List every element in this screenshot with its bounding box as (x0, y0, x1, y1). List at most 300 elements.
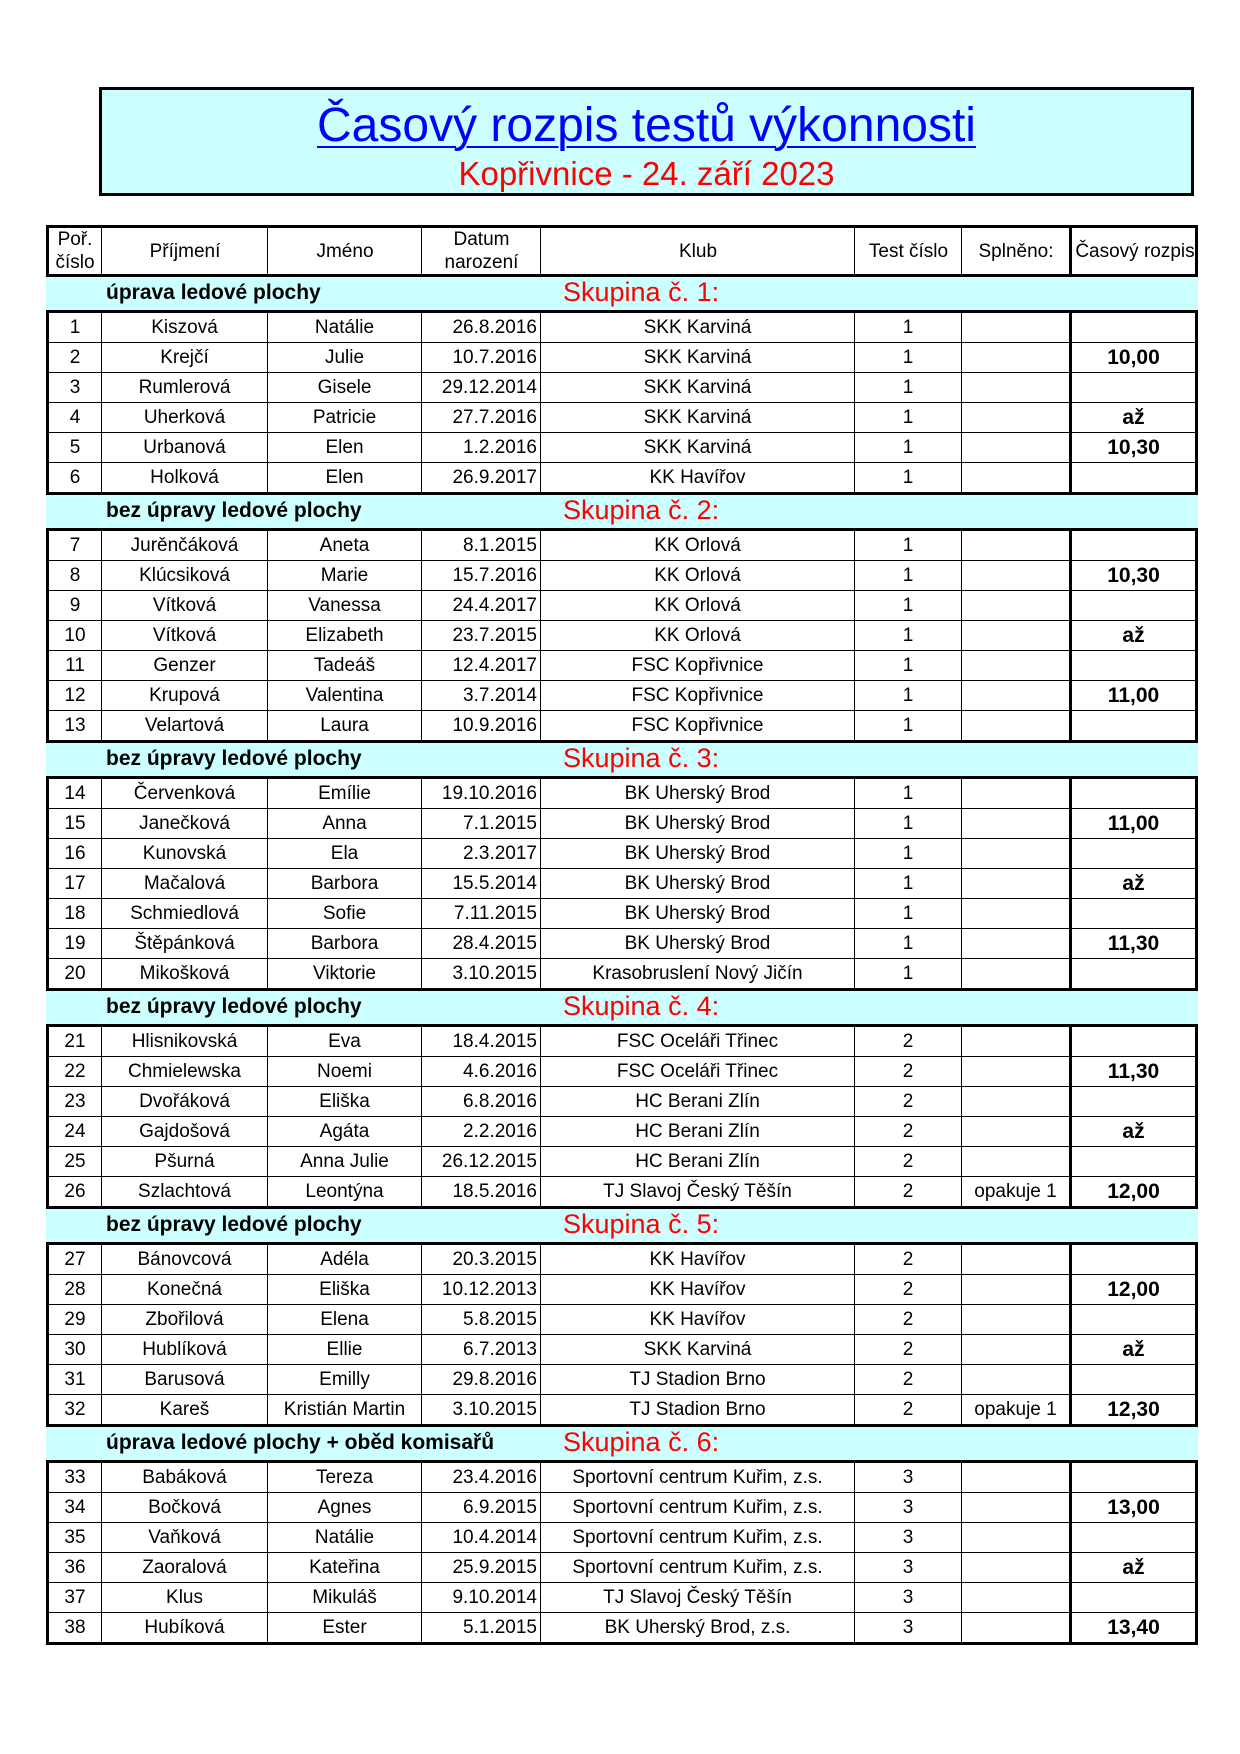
time-cell (1069, 779, 1195, 808)
dob-cell: 27.7.2016 (421, 403, 540, 432)
no-cell: 22 (64, 1060, 86, 1082)
page-title: Časový rozpis testů výkonnosti (317, 99, 976, 152)
time-cell (1069, 651, 1195, 680)
done-cell (961, 711, 1069, 740)
time-cell (1069, 373, 1195, 402)
club-cell: BK Uherský Brod (540, 839, 854, 868)
club-cell: HC Berani Zlín (540, 1087, 854, 1116)
group-title: úprava ledové plochy (106, 281, 321, 304)
done-cell (961, 1027, 1069, 1056)
club-cell: FSC Oceláři Třinec (540, 1057, 854, 1086)
dob-cell: 15.5.2014 (421, 869, 540, 898)
name-cell: Kateřina (267, 1553, 421, 1582)
test-cell: 1 (854, 591, 961, 620)
time-cell: až (1069, 403, 1195, 432)
group-header (46, 743, 1198, 776)
surname-cell: Pšurná (101, 1147, 267, 1176)
name-cell: Elen (267, 463, 421, 492)
done-cell (961, 1553, 1069, 1582)
dob-cell: 1.2.2016 (421, 433, 540, 462)
done-cell (961, 1335, 1069, 1364)
group-label: Skupina č. 6: (563, 1427, 720, 1457)
table-row (49, 313, 1195, 342)
surname-cell: Krupová (101, 681, 267, 710)
time-cell (1069, 899, 1195, 928)
surname-cell: Barusová (101, 1365, 267, 1394)
group-table (46, 1242, 1198, 1427)
group-title: bez úpravy ledové plochy (106, 499, 362, 522)
dob-cell: 6.8.2016 (421, 1087, 540, 1116)
test-cell: 1 (854, 929, 961, 958)
done-cell (961, 313, 1069, 342)
club-cell: SKK Karviná (540, 313, 854, 342)
no-cell: 33 (64, 1466, 86, 1488)
time-cell (1069, 591, 1195, 620)
no-cell: 24 (64, 1120, 86, 1142)
no-cell: 32 (64, 1398, 86, 1420)
surname-cell: Vítková (101, 621, 267, 650)
time-cell: až (1069, 1117, 1195, 1146)
test-cell: 1 (854, 433, 961, 462)
header-dob: Datum narození (421, 228, 541, 274)
test-cell: 1 (854, 809, 961, 838)
group-label: Skupina č. 2: (563, 495, 720, 525)
test-cell: 1 (854, 621, 961, 650)
group-title: bez úpravy ledové plochy (106, 995, 362, 1018)
test-cell: 1 (854, 839, 961, 868)
no-cell: 37 (64, 1586, 86, 1608)
no-cell: 2 (69, 346, 81, 368)
dob-cell: 3.10.2015 (421, 1395, 540, 1424)
test-cell: 2 (854, 1027, 961, 1056)
test-cell: 1 (854, 899, 961, 928)
surname-cell: Zbořilová (101, 1305, 267, 1334)
test-cell: 2 (854, 1147, 961, 1176)
name-cell: Aneta (267, 531, 421, 560)
name-cell: Ester (267, 1613, 421, 1642)
club-cell: TJ Slavoj Český Těšín (540, 1583, 854, 1612)
time-cell (1069, 531, 1195, 560)
time-cell: 13,40 (1069, 1613, 1195, 1642)
done-cell (961, 433, 1069, 462)
surname-cell: Szlachtová (101, 1177, 267, 1206)
time-cell (1069, 1147, 1195, 1176)
group-table (46, 528, 1198, 743)
name-cell: Elena (267, 1305, 421, 1334)
club-cell: TJ Slavoj Český Těšín (540, 1177, 854, 1206)
test-cell: 2 (854, 1057, 961, 1086)
table-row (49, 1146, 1195, 1176)
name-cell: Tereza (267, 1463, 421, 1492)
dob-cell: 26.12.2015 (421, 1147, 540, 1176)
name-cell: Barbora (267, 869, 421, 898)
surname-cell: Kiszová (101, 313, 267, 342)
table-row (49, 590, 1195, 620)
surname-cell: Kunovská (101, 839, 267, 868)
group-label: Skupina č. 1: (563, 277, 720, 307)
name-cell: Elen (267, 433, 421, 462)
test-cell: 2 (854, 1335, 961, 1364)
done-cell (961, 779, 1069, 808)
table-row (49, 531, 1195, 560)
time-cell (1069, 1583, 1195, 1612)
name-cell: Ela (267, 839, 421, 868)
no-cell: 23 (64, 1090, 86, 1112)
surname-cell: Genzer (101, 651, 267, 680)
group-label: Skupina č. 5: (563, 1209, 720, 1239)
time-cell: 11,30 (1069, 1057, 1195, 1086)
table-row (49, 808, 1195, 838)
table-row (49, 1612, 1195, 1642)
test-cell: 1 (854, 959, 961, 988)
surname-cell: Krejčí (101, 343, 267, 372)
table-row (49, 432, 1195, 462)
time-cell (1069, 959, 1195, 988)
surname-cell: Štěpánková (101, 929, 267, 958)
header-club: Klub (540, 228, 855, 274)
group-header (46, 991, 1198, 1024)
name-cell: Patricie (267, 403, 421, 432)
done-cell (961, 809, 1069, 838)
group-title: bez úpravy ledové plochy (106, 747, 362, 770)
table-row (49, 462, 1195, 492)
test-cell: 2 (854, 1177, 961, 1206)
name-cell: Gisele (267, 373, 421, 402)
table-row (49, 1463, 1195, 1492)
club-cell: KK Havířov (540, 1245, 854, 1274)
dob-cell: 18.5.2016 (421, 1177, 540, 1206)
club-cell: BK Uherský Brod (540, 899, 854, 928)
dob-cell: 24.4.2017 (421, 591, 540, 620)
surname-cell: Zaoralová (101, 1553, 267, 1582)
club-cell: BK Uherský Brod (540, 809, 854, 838)
surname-cell: Mikošková (101, 959, 267, 988)
no-cell: 21 (64, 1030, 86, 1052)
surname-cell: Dvořáková (101, 1087, 267, 1116)
dob-cell: 8.1.2015 (421, 531, 540, 560)
dob-cell: 28.4.2015 (421, 929, 540, 958)
no-cell: 6 (69, 466, 81, 488)
group-header (46, 1427, 1198, 1460)
dob-cell: 23.4.2016 (421, 1463, 540, 1492)
club-cell: Sportovní centrum Kuřim, z.s. (540, 1463, 854, 1492)
dob-cell: 9.10.2014 (421, 1583, 540, 1612)
name-cell: Barbora (267, 929, 421, 958)
name-cell: Mikuláš (267, 1583, 421, 1612)
surname-cell: Vítková (101, 591, 267, 620)
name-cell: Emilly (267, 1365, 421, 1394)
done-cell (961, 1365, 1069, 1394)
time-cell: až (1069, 1335, 1195, 1364)
surname-cell: Janečková (101, 809, 267, 838)
done-cell (961, 1463, 1069, 1492)
test-cell: 2 (854, 1395, 961, 1424)
done-cell (961, 839, 1069, 868)
time-cell: 12,30 (1069, 1395, 1195, 1424)
club-cell: KK Orlová (540, 621, 854, 650)
header-name: Jméno (267, 228, 422, 274)
dob-cell: 6.7.2013 (421, 1335, 540, 1364)
dob-cell: 29.12.2014 (421, 373, 540, 402)
club-cell: BK Uherský Brod (540, 779, 854, 808)
title-box (99, 87, 1194, 196)
time-cell (1069, 313, 1195, 342)
surname-cell: Schmiedlová (101, 899, 267, 928)
name-cell: Natálie (267, 1523, 421, 1552)
no-cell: 28 (64, 1278, 86, 1300)
club-cell: Sportovní centrum Kuřim, z.s. (540, 1493, 854, 1522)
done-cell (961, 1305, 1069, 1334)
table-row (49, 1364, 1195, 1394)
surname-cell: Urbanová (101, 433, 267, 462)
time-cell (1069, 1305, 1195, 1334)
table-row (49, 779, 1195, 808)
club-cell: Krasobruslení Nový Jičín (540, 959, 854, 988)
surname-cell: Hubíková (101, 1613, 267, 1642)
surname-cell: Červenková (101, 779, 267, 808)
done-cell (961, 591, 1069, 620)
dob-cell: 12.4.2017 (421, 651, 540, 680)
no-cell: 7 (69, 534, 81, 556)
time-cell: 10,30 (1069, 433, 1195, 462)
no-cell: 31 (64, 1368, 86, 1390)
club-cell: Sportovní centrum Kuřim, z.s. (540, 1553, 854, 1582)
surname-cell: Bánovcová (101, 1245, 267, 1274)
group-label: Skupina č. 4: (563, 991, 720, 1021)
header-done: Splněno: (961, 228, 1070, 274)
table-row (49, 1304, 1195, 1334)
no-cell: 25 (64, 1150, 86, 1172)
no-cell: 16 (64, 842, 86, 864)
done-cell (961, 1493, 1069, 1522)
name-cell: Agnes (267, 1493, 421, 1522)
done-cell (961, 959, 1069, 988)
no-cell: 3 (69, 376, 81, 398)
no-cell: 12 (64, 684, 86, 706)
no-cell: 20 (64, 962, 86, 984)
name-cell: Laura (267, 711, 421, 740)
done-cell (961, 929, 1069, 958)
club-cell: SKK Karviná (540, 373, 854, 402)
no-cell: 26 (64, 1180, 86, 1202)
dob-cell: 3.10.2015 (421, 959, 540, 988)
table-row (49, 1056, 1195, 1086)
no-cell: 19 (64, 932, 86, 954)
no-cell: 29 (64, 1308, 86, 1330)
name-cell: Eva (267, 1027, 421, 1056)
time-cell: 11,30 (1069, 929, 1195, 958)
group-table (46, 1024, 1198, 1209)
test-cell: 1 (854, 313, 961, 342)
done-cell: opakuje 1 (961, 1395, 1069, 1424)
time-cell (1069, 463, 1195, 492)
group-title: bez úpravy ledové plochy (106, 1213, 362, 1236)
table-row (49, 1394, 1195, 1424)
name-cell: Agáta (267, 1117, 421, 1146)
test-cell: 2 (854, 1365, 961, 1394)
done-cell: opakuje 1 (961, 1177, 1069, 1206)
header-no: Poř. číslo (55, 229, 95, 273)
club-cell: FSC Kopřivnice (540, 651, 854, 680)
surname-cell: Hlisnikovská (101, 1027, 267, 1056)
done-cell (961, 1583, 1069, 1612)
test-cell: 3 (854, 1583, 961, 1612)
dob-cell: 7.11.2015 (421, 899, 540, 928)
dob-cell: 23.7.2015 (421, 621, 540, 650)
time-cell (1069, 839, 1195, 868)
dob-cell: 5.8.2015 (421, 1305, 540, 1334)
name-cell: Kristián Martin (267, 1395, 421, 1424)
surname-cell: Konečná (101, 1275, 267, 1304)
name-cell: Eliška (267, 1275, 421, 1304)
time-cell: 11,00 (1069, 681, 1195, 710)
test-cell: 2 (854, 1117, 961, 1146)
group-header (46, 1209, 1198, 1242)
club-cell: BK Uherský Brod (540, 929, 854, 958)
table-row (49, 342, 1195, 372)
table-row (49, 958, 1195, 988)
name-cell: Elizabeth (267, 621, 421, 650)
dob-cell: 19.10.2016 (421, 779, 540, 808)
club-cell: SKK Karviná (540, 343, 854, 372)
surname-cell: Kareš (101, 1395, 267, 1424)
dob-cell: 25.9.2015 (421, 1553, 540, 1582)
table-row (49, 868, 1195, 898)
dob-cell: 15.7.2016 (421, 561, 540, 590)
no-cell: 30 (64, 1338, 86, 1360)
table-row (49, 620, 1195, 650)
surname-cell: Vaňková (101, 1523, 267, 1552)
dob-cell: 2.3.2017 (421, 839, 540, 868)
no-cell: 13 (64, 714, 86, 736)
club-cell: HC Berani Zlín (540, 1117, 854, 1146)
club-cell: KK Orlová (540, 561, 854, 590)
surname-cell: Mačalová (101, 869, 267, 898)
group-label: Skupina č. 3: (563, 743, 720, 773)
time-cell (1069, 1245, 1195, 1274)
table-row (49, 1492, 1195, 1522)
done-cell (961, 1057, 1069, 1086)
club-cell: FSC Oceláři Třinec (540, 1027, 854, 1056)
time-cell (1069, 1027, 1195, 1056)
time-cell (1069, 1463, 1195, 1492)
done-cell (961, 343, 1069, 372)
time-cell: až (1069, 1553, 1195, 1582)
time-cell (1069, 1365, 1195, 1394)
no-cell: 36 (64, 1556, 86, 1578)
dob-cell: 26.9.2017 (421, 463, 540, 492)
group-table (46, 1460, 1198, 1645)
surname-cell: Bočková (101, 1493, 267, 1522)
test-cell: 2 (854, 1305, 961, 1334)
no-cell: 14 (64, 782, 86, 804)
time-cell: 13,00 (1069, 1493, 1195, 1522)
dob-cell: 7.1.2015 (421, 809, 540, 838)
name-cell: Noemi (267, 1057, 421, 1086)
name-cell: Tadeáš (267, 651, 421, 680)
done-cell (961, 531, 1069, 560)
test-cell: 1 (854, 869, 961, 898)
club-cell: HC Berani Zlín (540, 1147, 854, 1176)
dob-cell: 20.3.2015 (421, 1245, 540, 1274)
no-cell: 4 (69, 406, 81, 428)
dob-cell: 10.7.2016 (421, 343, 540, 372)
club-cell: SKK Karviná (540, 1335, 854, 1364)
test-cell: 1 (854, 463, 961, 492)
header-test: Test číslo (854, 228, 962, 274)
no-cell: 8 (69, 564, 81, 586)
table-row (49, 680, 1195, 710)
surname-cell: Holková (101, 463, 267, 492)
club-cell: KK Orlová (540, 531, 854, 560)
club-cell: SKK Karviná (540, 433, 854, 462)
no-cell: 27 (64, 1248, 86, 1270)
test-cell: 1 (854, 531, 961, 560)
table-row (49, 1522, 1195, 1552)
name-cell: Ellie (267, 1335, 421, 1364)
name-cell: Natálie (267, 313, 421, 342)
surname-cell: Chmielewska (101, 1057, 267, 1086)
table-row (49, 928, 1195, 958)
no-cell: 1 (69, 316, 81, 338)
time-cell: až (1069, 621, 1195, 650)
time-cell: 12,00 (1069, 1275, 1195, 1304)
done-cell (961, 1275, 1069, 1304)
test-cell: 1 (854, 343, 961, 372)
time-cell: 12,00 (1069, 1177, 1195, 1206)
dob-cell: 10.4.2014 (421, 1523, 540, 1552)
group-table (46, 310, 1198, 495)
test-cell: 3 (854, 1493, 961, 1522)
surname-cell: Babáková (101, 1463, 267, 1492)
surname-cell: Uherková (101, 403, 267, 432)
test-cell: 1 (854, 373, 961, 402)
dob-cell: 2.2.2016 (421, 1117, 540, 1146)
club-cell: TJ Stadion Brno (540, 1395, 854, 1424)
name-cell: Adéla (267, 1245, 421, 1274)
name-cell: Valentina (267, 681, 421, 710)
name-cell: Julie (267, 343, 421, 372)
done-cell (961, 1523, 1069, 1552)
done-cell (961, 621, 1069, 650)
surname-cell: Gajdošová (101, 1117, 267, 1146)
done-cell (961, 463, 1069, 492)
test-cell: 1 (854, 711, 961, 740)
club-cell: KK Orlová (540, 591, 854, 620)
time-cell: 11,00 (1069, 809, 1195, 838)
surname-cell: Jurěnčáková (101, 531, 267, 560)
group-header (46, 495, 1198, 528)
name-cell: Viktorie (267, 959, 421, 988)
club-cell: KK Havířov (540, 463, 854, 492)
surname-cell: Rumlerová (101, 373, 267, 402)
no-cell: 11 (65, 654, 85, 676)
club-cell: TJ Stadion Brno (540, 1365, 854, 1394)
table-row (49, 838, 1195, 868)
club-cell: Sportovní centrum Kuřim, z.s. (540, 1523, 854, 1552)
test-cell: 1 (854, 681, 961, 710)
done-cell (961, 1147, 1069, 1176)
done-cell (961, 1245, 1069, 1274)
name-cell: Leontýna (267, 1177, 421, 1206)
name-cell: Anna (267, 809, 421, 838)
table-row (49, 1552, 1195, 1582)
test-cell: 2 (854, 1245, 961, 1274)
table-row (49, 650, 1195, 680)
table-row (49, 898, 1195, 928)
name-cell: Eliška (267, 1087, 421, 1116)
time-cell: až (1069, 869, 1195, 898)
